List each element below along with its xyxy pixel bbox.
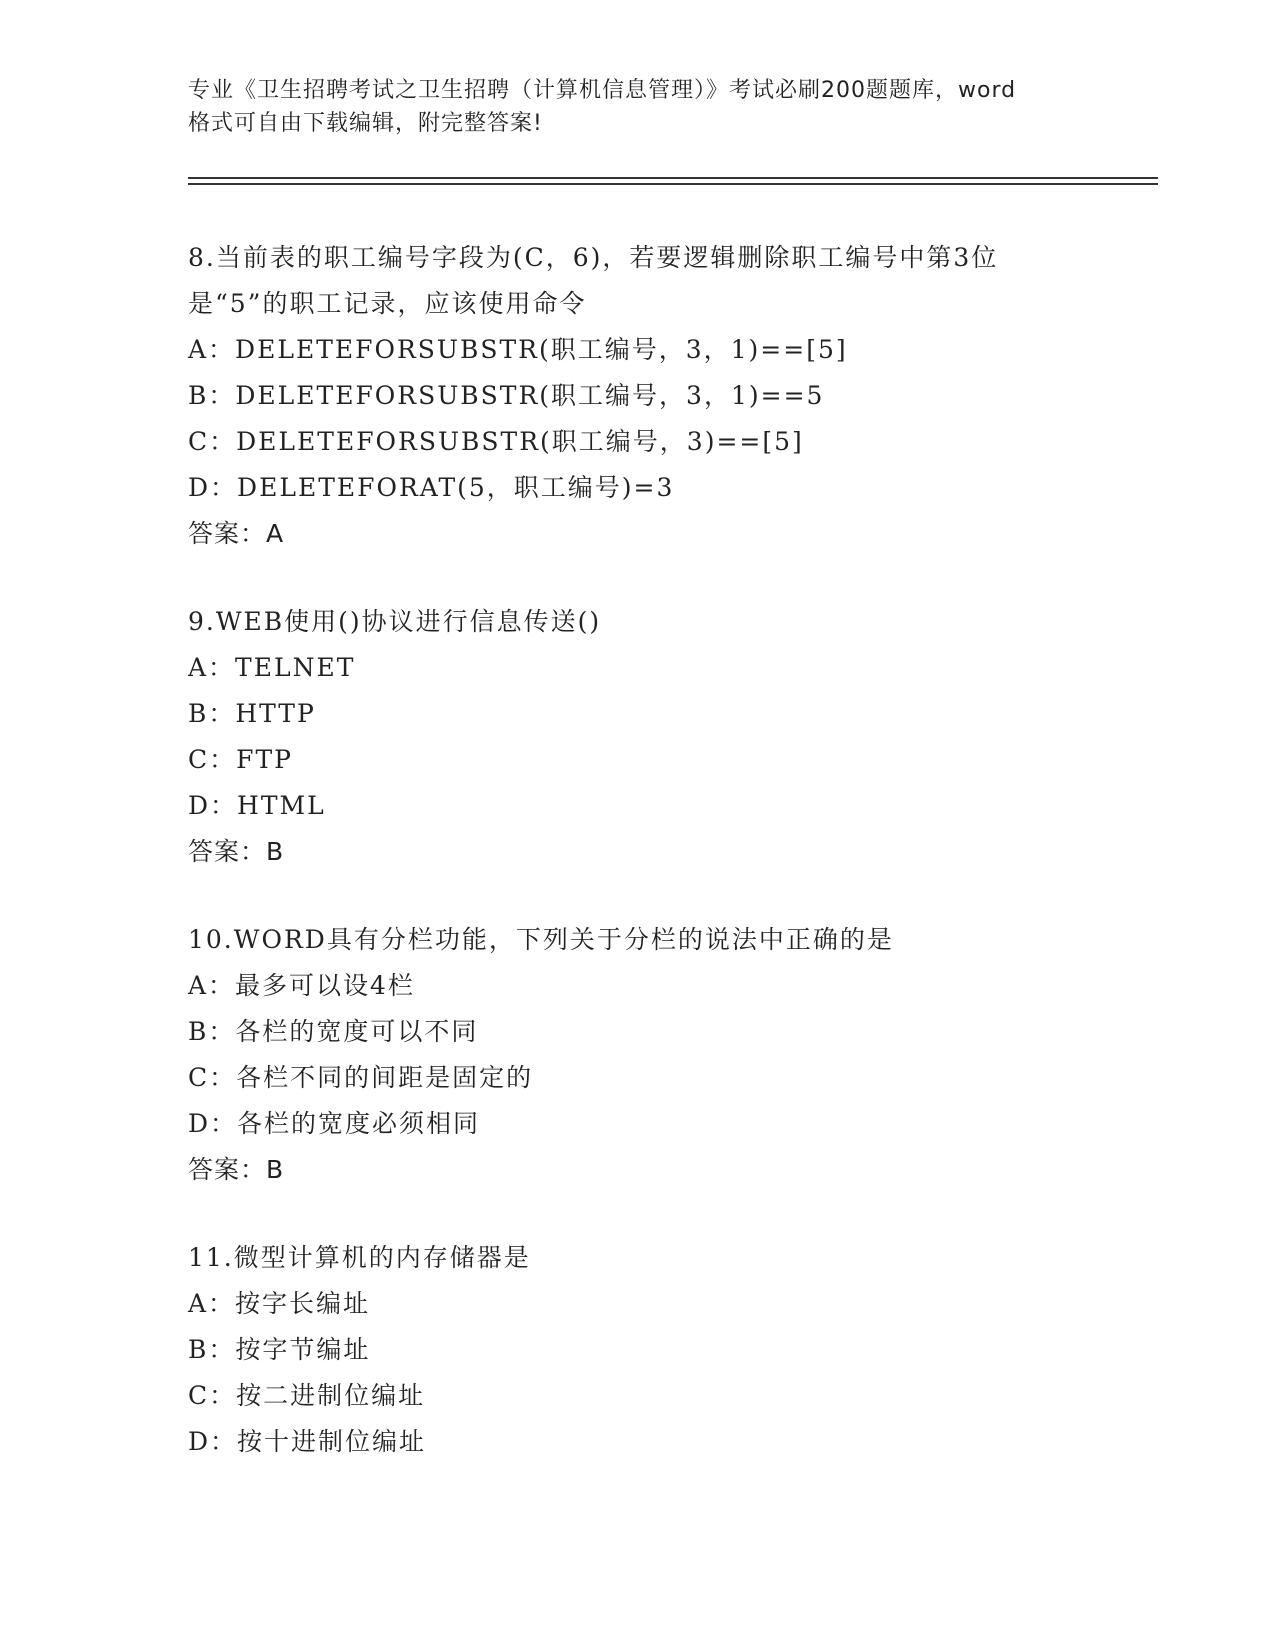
stem-line: 8.当前表的职工编号字段为(C，6)，若要逻辑删除职工编号中第3位 (188, 243, 999, 272)
stem-line: 是“5”的职工记录，应该使用命令 (188, 289, 587, 318)
question-9 (188, 599, 1148, 875)
option-d: D：DELETEFORAT(5，职工编号)=3 (188, 473, 675, 502)
answer: 答案：B (188, 837, 285, 866)
option-c: C：FTP (188, 745, 293, 774)
question-list (188, 235, 1148, 1507)
header-line-2: 格式可自由下载编辑，附完整答案! (188, 111, 543, 136)
option-a: A：按字长编址 (188, 1289, 371, 1318)
option-c: C：DELETEFORSUBSTR(职工编号，3)==[5] (188, 427, 804, 456)
option-d: D：各栏的宽度必须相同 (188, 1109, 481, 1138)
option-d: D：HTML (188, 791, 326, 820)
option-b: B：按字节编址 (188, 1335, 371, 1364)
header-line-1: 专业《卫生招聘考试之卫生招聘（计算机信息管理）》考试必刷200题题库，word (188, 78, 1017, 103)
document-header (188, 74, 1088, 140)
stem-line: 11.微型计算机的内存储器是 (188, 1243, 531, 1272)
question-10 (188, 917, 1148, 1193)
option-a: A：TELNET (188, 653, 356, 682)
option-b: B：HTTP (188, 699, 316, 728)
option-b: B：各栏的宽度可以不同 (188, 1017, 479, 1046)
option-c: C：各栏不同的间距是固定的 (188, 1063, 534, 1092)
option-a: A：最多可以设4栏 (188, 971, 415, 1000)
option-a: A：DELETEFORSUBSTR(职工编号，3，1)==[5] (188, 335, 848, 364)
option-d: D：按十进制位编址 (188, 1427, 427, 1456)
stem-line: 9.WEB使用()协议进行信息传送() (188, 607, 602, 636)
option-c: C：按二进制位编址 (188, 1381, 426, 1410)
question-8 (188, 235, 1148, 557)
question-stem (188, 1235, 1148, 1281)
answer: 答案：B (188, 1155, 285, 1184)
question-stem (188, 917, 1148, 963)
header-divider-bottom (188, 183, 1158, 185)
header-divider-top (188, 177, 1158, 179)
stem-line: 10.WORD具有分栏功能，下列关于分栏的说法中正确的是 (188, 925, 894, 954)
question-stem (188, 599, 1148, 645)
answer: 答案：A (188, 519, 285, 548)
question-11 (188, 1235, 1148, 1465)
option-b: B：DELETEFORSUBSTR(职工编号，3，1)==5 (188, 381, 825, 410)
question-stem (188, 235, 1148, 327)
